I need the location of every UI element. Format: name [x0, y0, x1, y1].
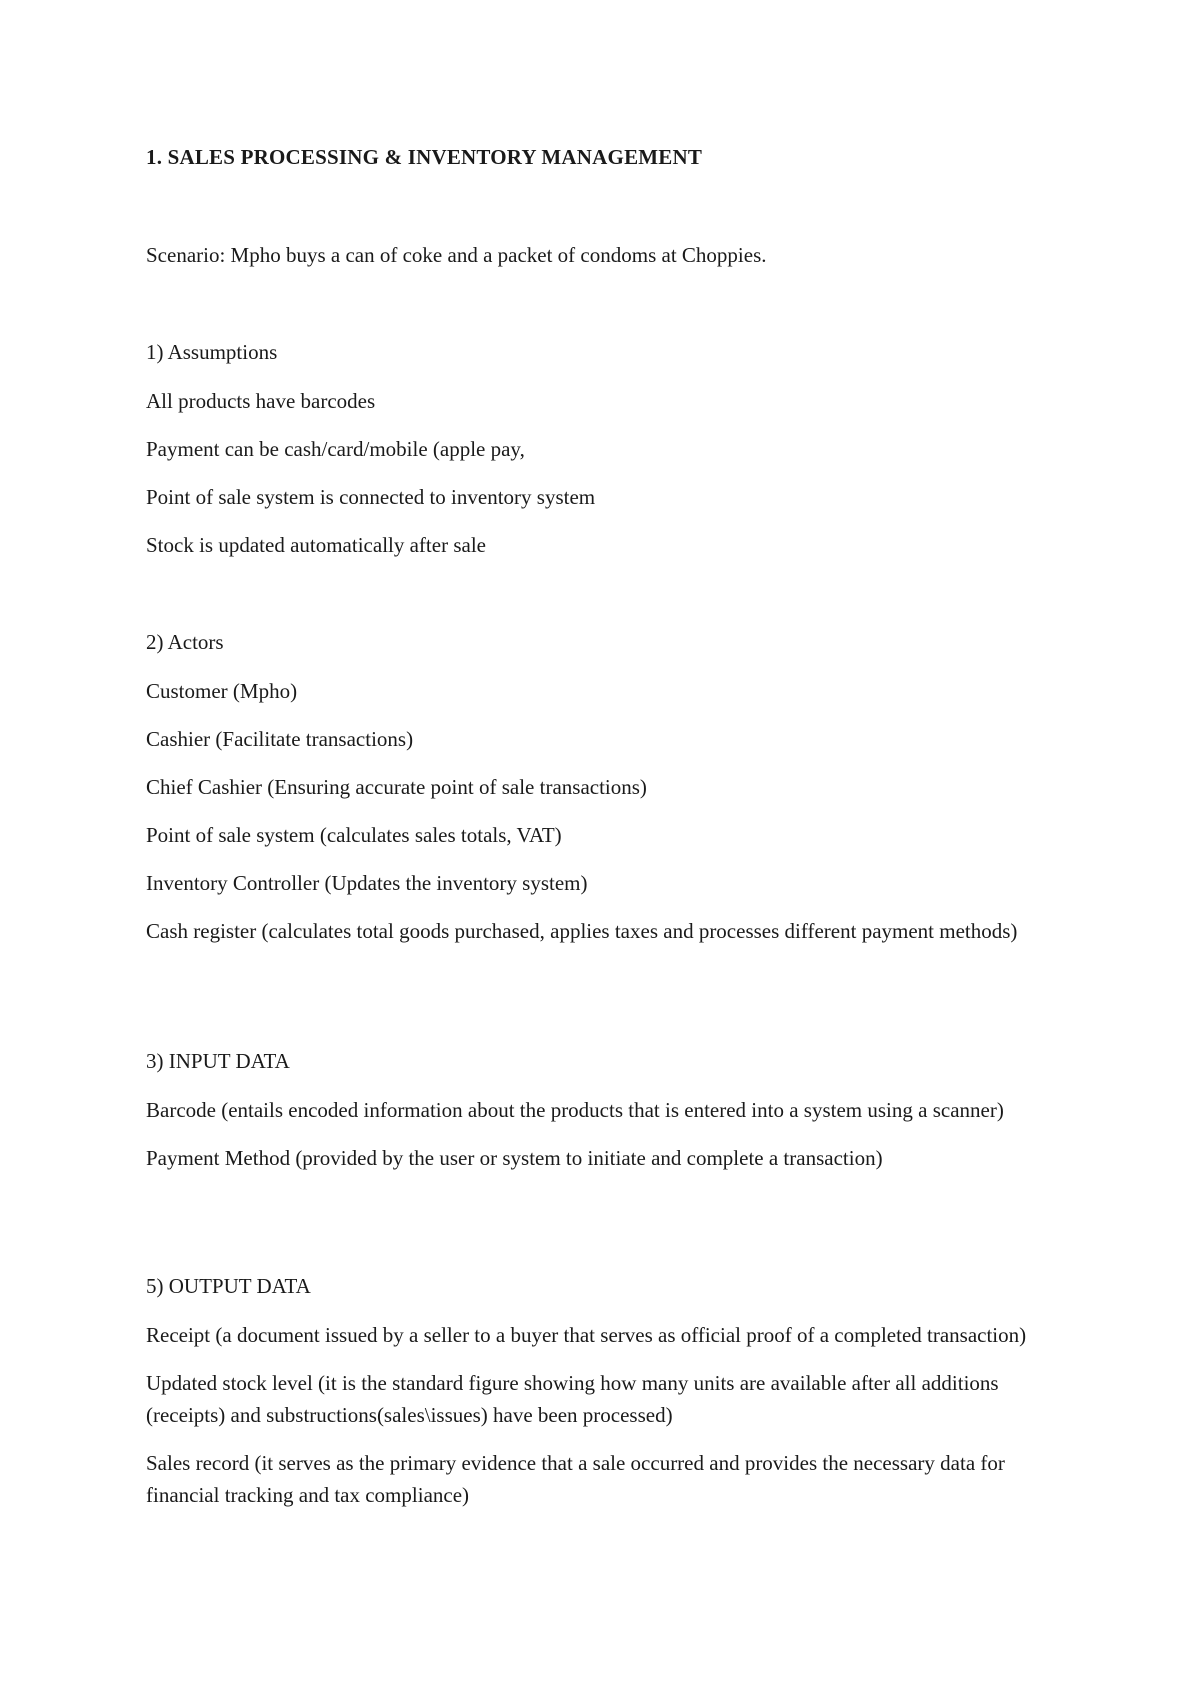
list-item: Payment can be cash/card/mobile (apple pay,	[146, 437, 525, 461]
list-item: All products have barcodes	[146, 389, 376, 413]
list-item: Cashier (Facilitate transactions)	[146, 727, 414, 751]
list-item: Receipt (a document issued by a seller to a buyer that serves as official proof of a completed transaction)	[146, 1323, 1027, 1347]
section-actors	[146, 627, 1076, 963]
list-item: Point of sale system (calculates sales totals, VAT)	[146, 823, 562, 847]
section-input-data	[146, 1046, 1076, 1190]
section-heading: 5) OUTPUT DATA	[146, 1274, 311, 1298]
list-item: Barcode (entails encoded information about the products that is entered into a system using a scanner)	[146, 1098, 1004, 1122]
list-item: Stock is updated automatically after sale	[146, 533, 486, 557]
document-title: 1. SALES PROCESSING & INVENTORY MANAGEMENT	[146, 145, 703, 169]
list-item: Customer (Mpho)	[146, 679, 298, 703]
section-assumptions	[146, 337, 1076, 577]
section-heading: 1) Assumptions	[146, 340, 278, 364]
list-item: Cash register (calculates total goods purchased, applies taxes and processes different payment methods)	[146, 919, 1018, 943]
section-heading: 2) Actors	[146, 630, 224, 654]
list-item: Sales record (it serves as the primary evidence that a sale occurred and provides the necessary data for financial tracking and tax compliance)	[146, 1451, 1005, 1507]
section-heading: 3) INPUT DATA	[146, 1049, 290, 1073]
list-item: Updated stock level (it is the standard figure showing how many units are available after all additions (receipts) and substructions(sales\issues) have been processed)	[146, 1371, 999, 1427]
list-item: Inventory Controller (Updates the inventory system)	[146, 871, 588, 895]
list-item: Chief Cashier (Ensuring accurate point of sale transactions)	[146, 775, 647, 799]
list-item: Payment Method (provided by the user or system to initiate and complete a transaction)	[146, 1146, 883, 1170]
scenario-text: Scenario: Mpho buys a can of coke and a packet of condoms at Choppies.	[146, 243, 767, 267]
list-item: Point of sale system is connected to inventory system	[146, 485, 596, 509]
section-output-data	[146, 1271, 1076, 1527]
